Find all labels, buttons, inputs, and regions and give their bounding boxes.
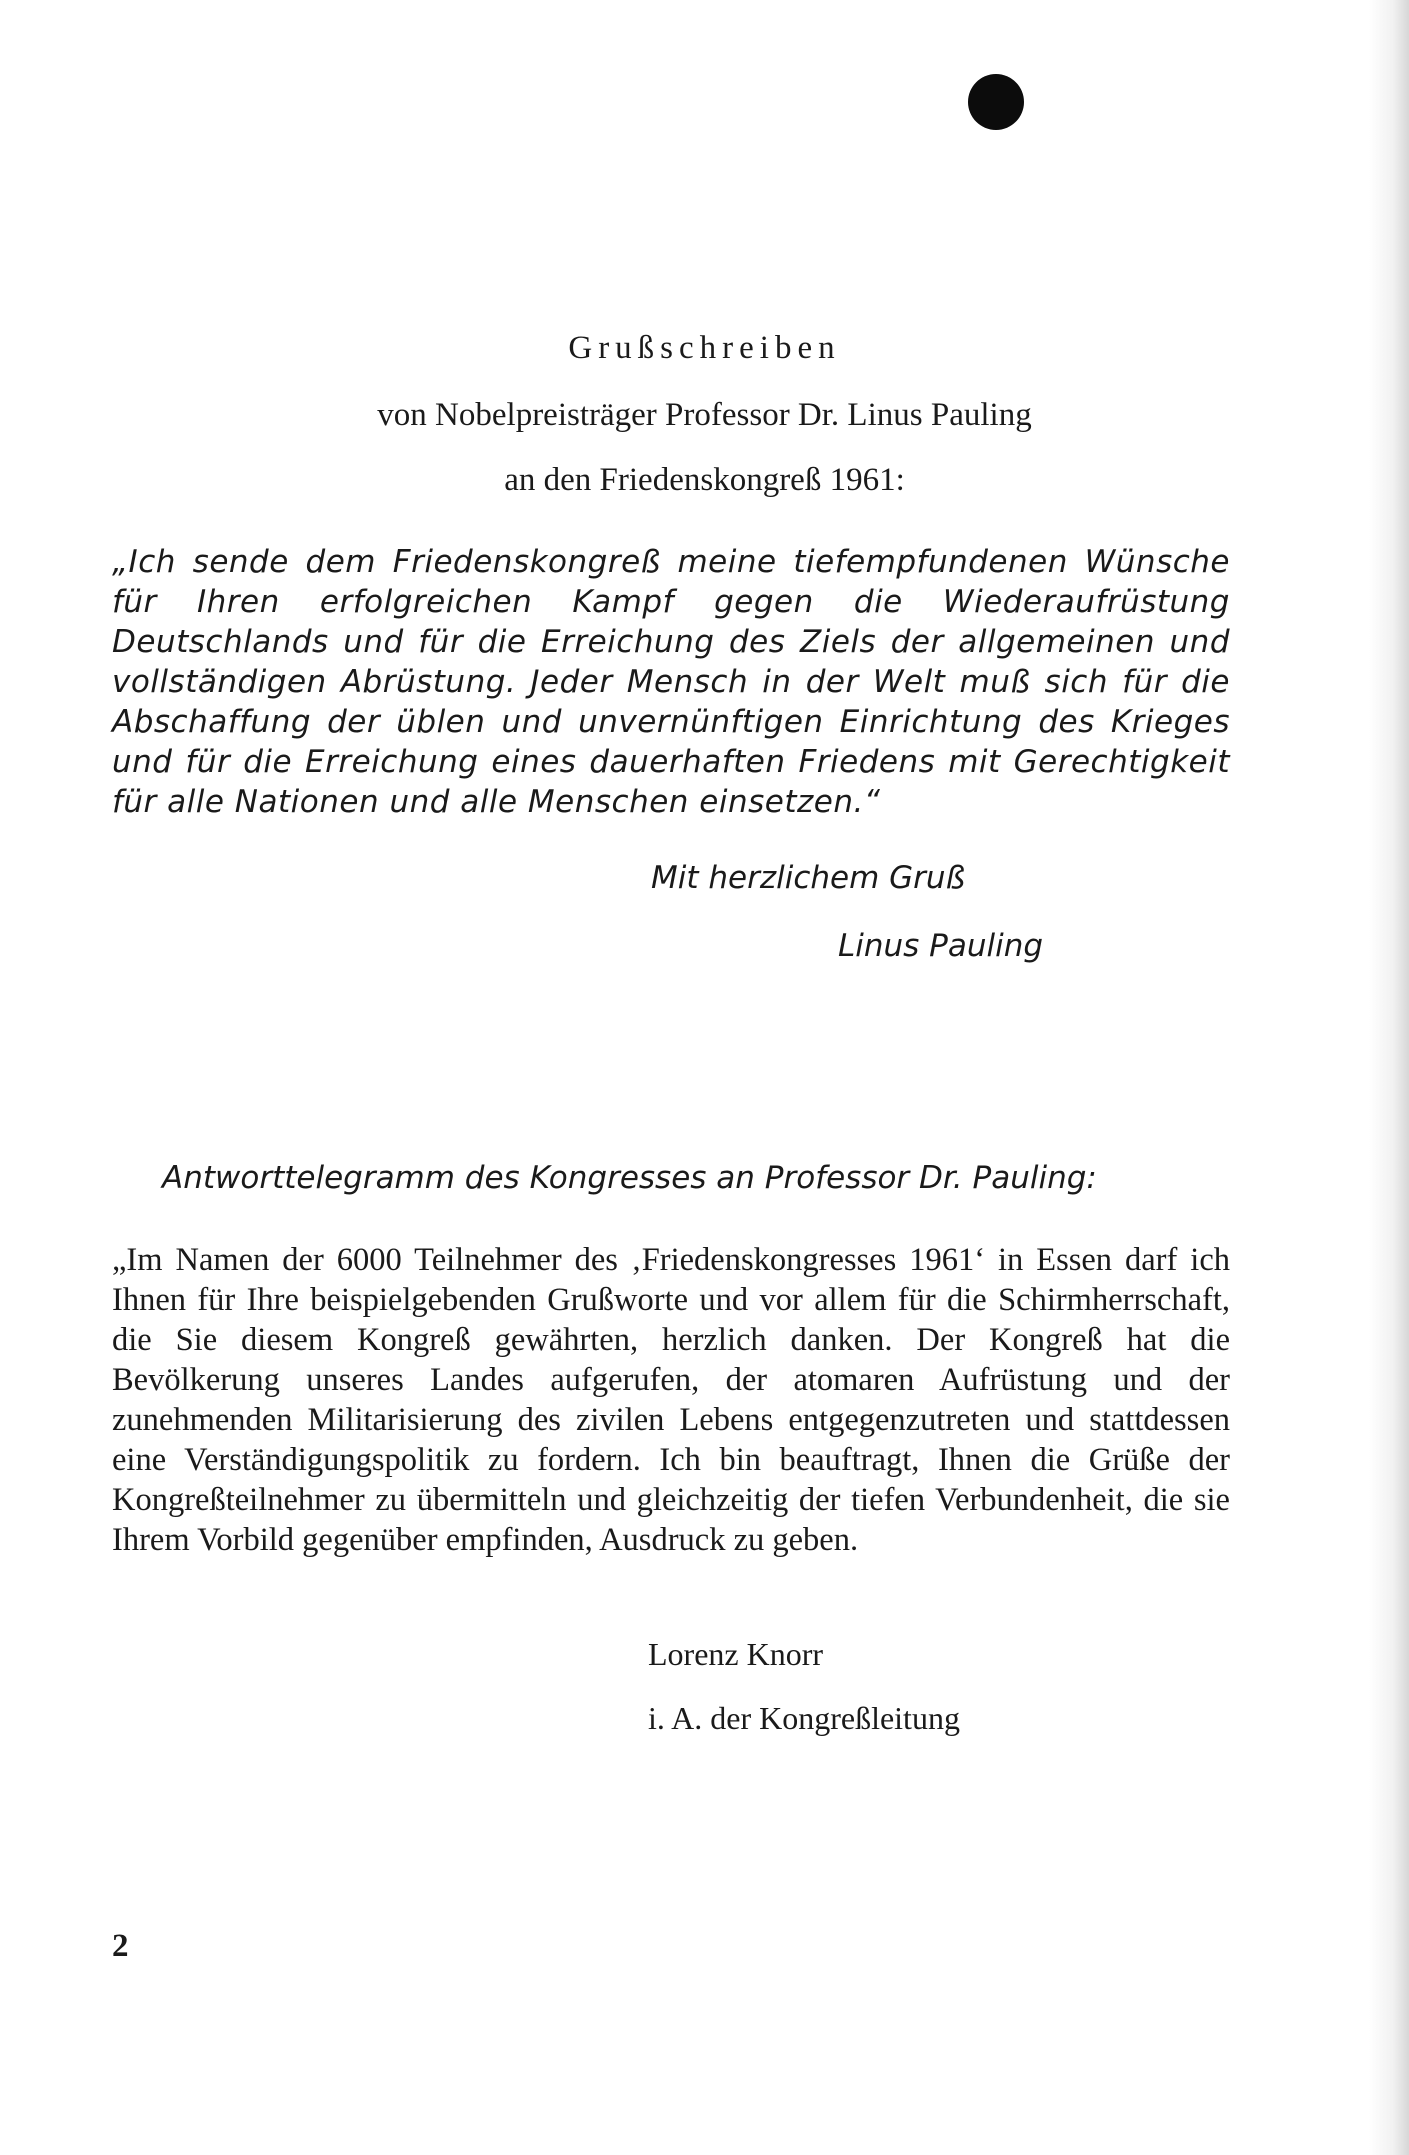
closing-greeting: Mit herzlichem Gruß [651,860,966,896]
pauling-quote-paragraph: „Ich sende dem Friedenskongreß meine tiefempfundenen Wünsche für Ihren erfolgreichen Kampf gegen die Wiederaufrüstung Deutschlands und für die Erreichung des Ziels der allgemeinen und vollständigen Abrüstung. Jeder Mensch in der Welt muß sich für die Abschaffung der üblen und unvernünftigen Einrichtung des Krieges und für die Erreichung eines dauerhaften Friedens mit Gerechtigkeit für alle Nationen und alle Menschen einsetzen.“ [112,544,1230,820]
closing-signature: Linus Pauling [838,928,1044,964]
telegram-heading: Antworttelegramm des Kongresses an Professor Dr. Pauling: [162,1160,1097,1196]
telegram-signature-role: i. A. der Kongreßleitung [648,1700,960,1736]
document-title: Grußschreiben [568,330,841,366]
page-number: 2 [112,1928,129,1964]
telegram-signature-name: Lorenz Knorr [648,1636,824,1672]
punch-hole-mark [968,74,1024,130]
document-subtitle-recipient: an den Friedenskongreß 1961: [504,462,905,498]
telegram-paragraph: „Im Namen der 6000 Teilnehmer des ‚Friedenskongresses 1961‘ in Essen darf ich Ihnen für Ihre beispielgebenden Grußworte und vor allem für die Schirmherrschaft, die Sie diesem Kongreß gewährten, herzlich danken. Der Kongreß hat die Bevölkerung unseres Landes aufgerufen, der atomaren Aufrüstung und der zunehmenden Militarisierung des zivilen Lebens entgegenzutreten und stattdessen eine Verständigungspolitik zu fordern. Ich bin beauftragt, Ihnen die Grüße der Kongreßteilnehmer zu übermitteln und gleichzeitig der tiefen Verbundenheit, die sie Ihrem Vorbild gegenüber empfinden, Ausdruck zu geben. [112,1242,1230,1558]
scan-edge-shadow [1369,0,1409,2155]
document-subtitle-sender: von Nobelpreisträger Professor Dr. Linus Pauling [377,397,1032,433]
